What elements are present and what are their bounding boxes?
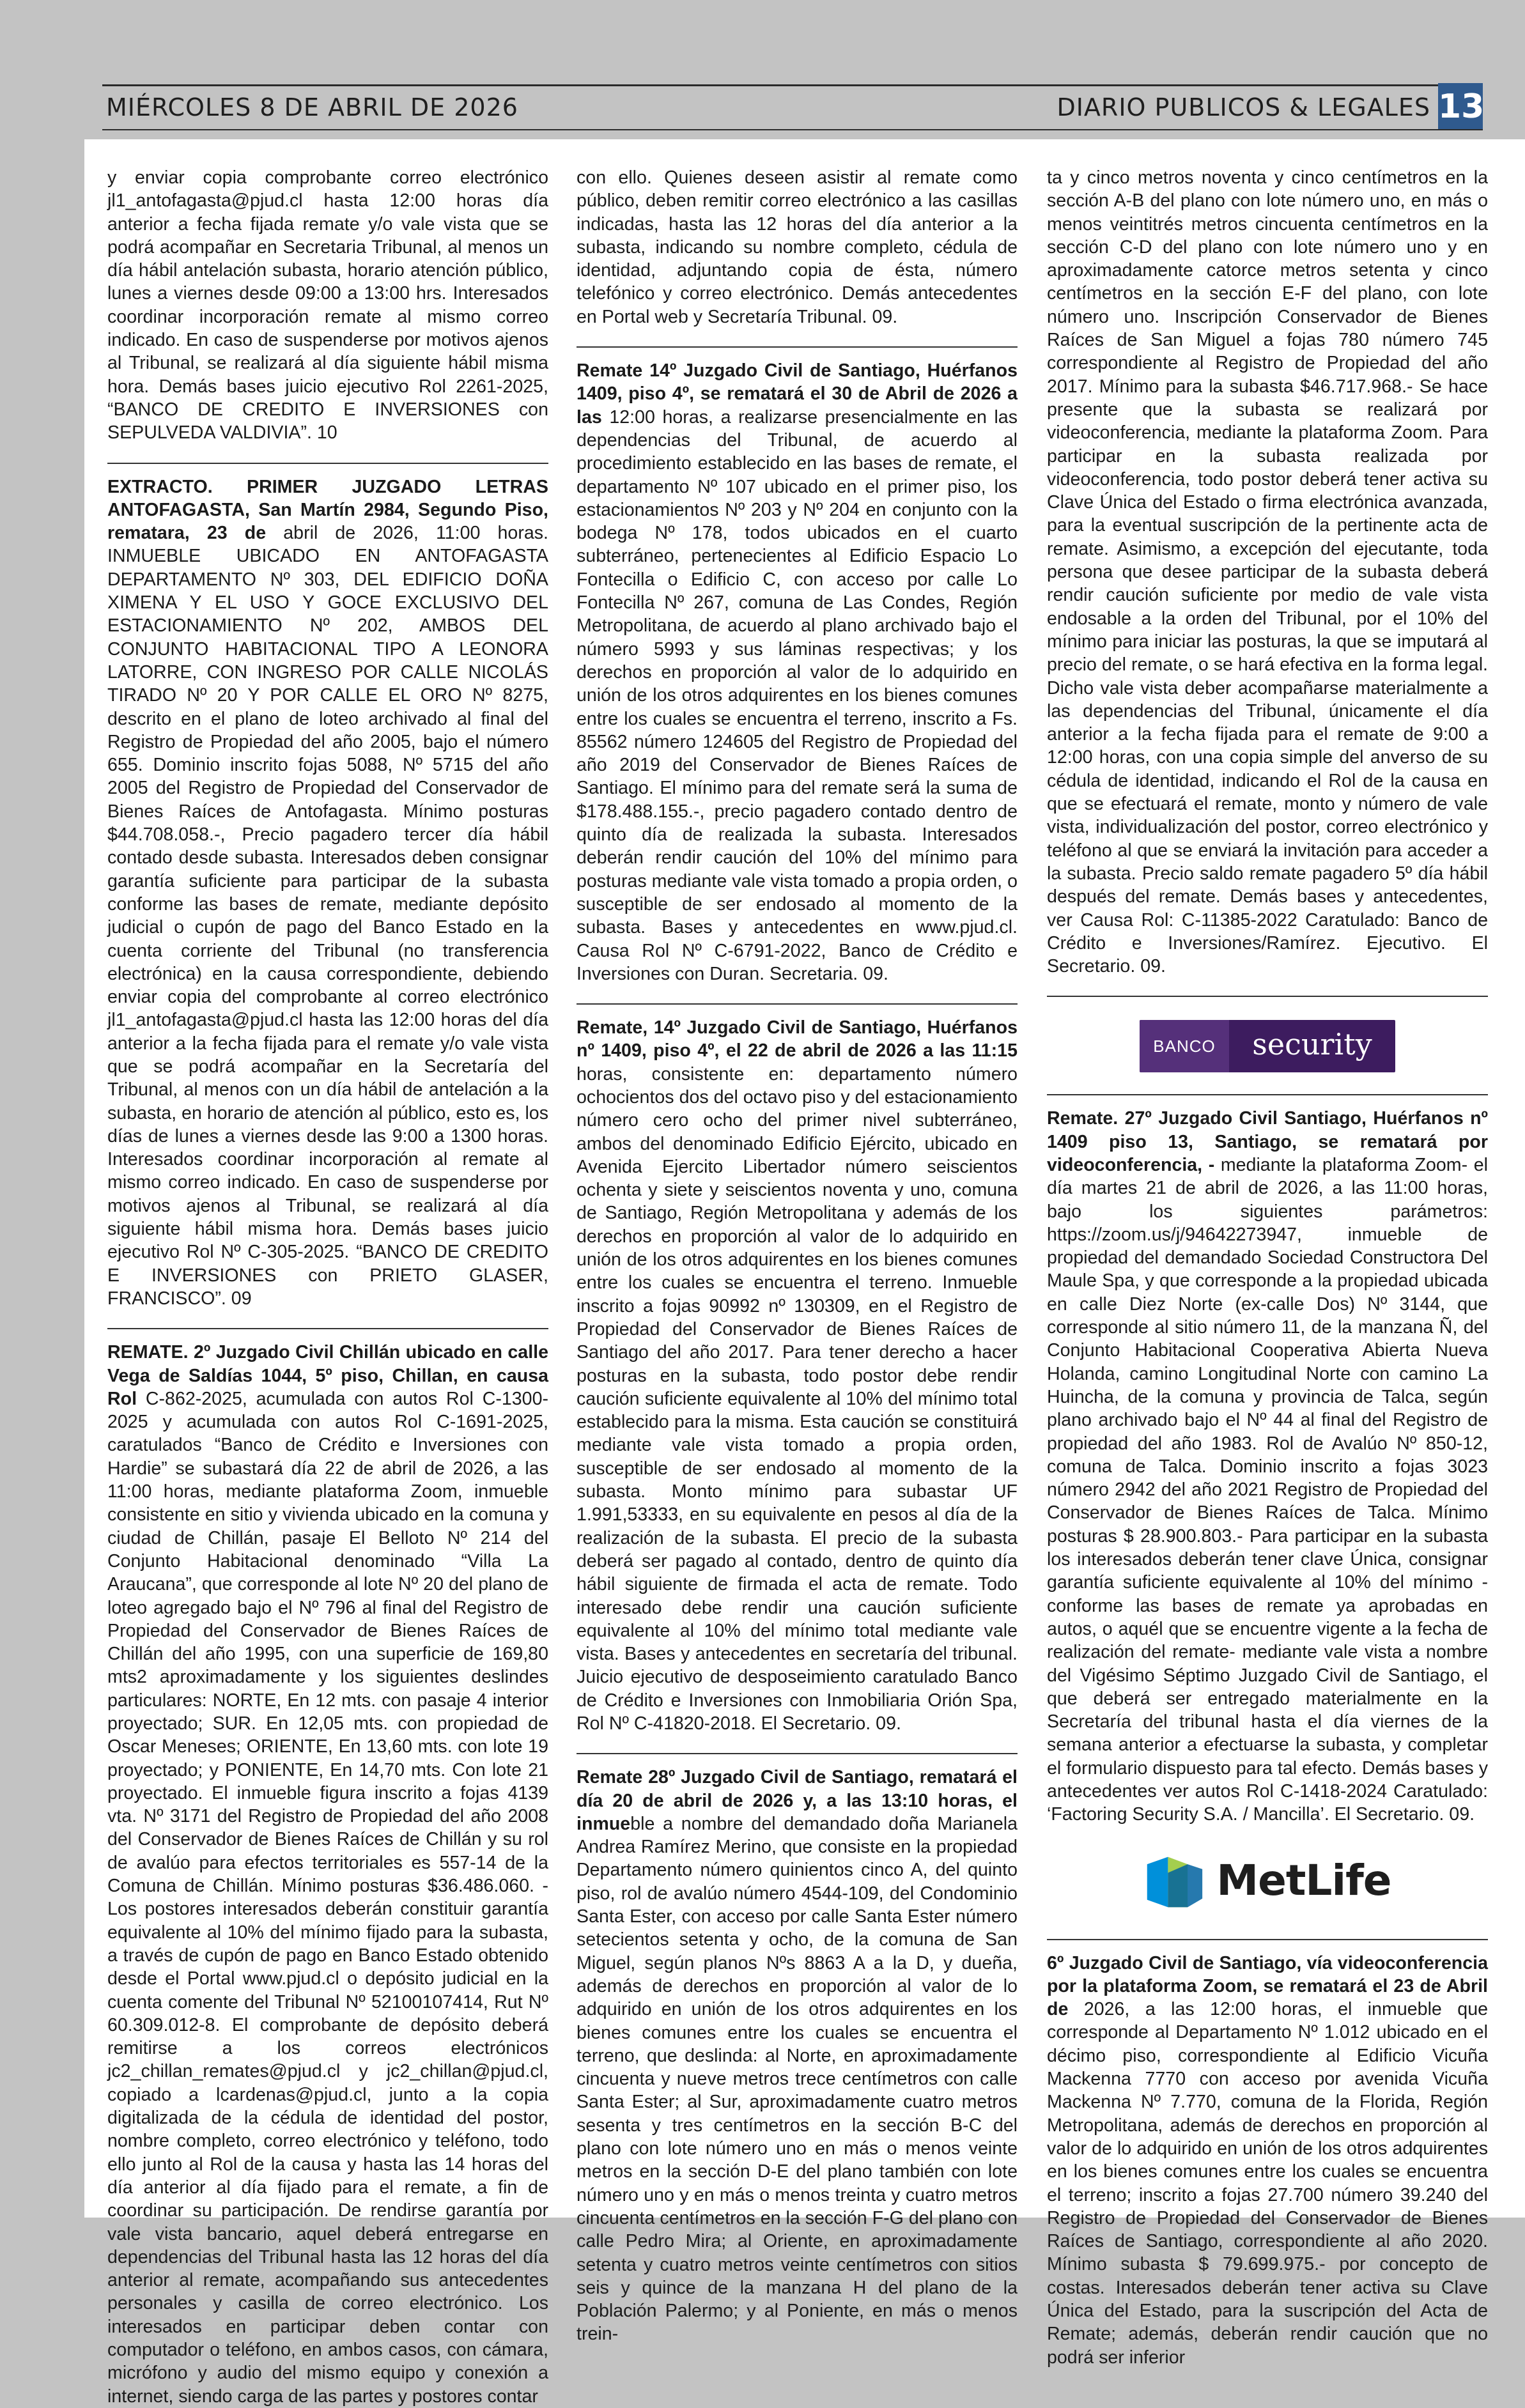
metlife-mark-icon — [1143, 1851, 1205, 1912]
notice-continuation: y enviar copia comprobante correo electrónico jl1_antofagasta@pjud.cl hasta 12:00 horas día anterior a fecha fijada remate y/o vale vista que se podrá acompañar en Secretaria Tribunal, al menos un día hábil antelación subasta, horario atención público, lunes a viernes desde 09:00 a 13:00 hrs. Interesados coordinar incorporación remate al mismo correo indicado. En caso de suspenderse por motivos ajenos al Tribunal, se realizará al día siguiente hábil misma hora. Demás bases juicio ejecutivo Rol 2261-2025, “BANCO DE CREDITO E INVERSIONES con SEPULVEDA VALDIVIA”. 10 — [107, 167, 548, 444]
page-number-badge: 13 — [1438, 83, 1483, 130]
notice-santiago-27 — [1047, 1107, 1488, 1826]
publication-name: DIARIO PUBLICOS & LEGALES — [1057, 93, 1430, 121]
header-rule-bottom — [102, 129, 1483, 130]
notice-body: horas, consistente en: departamento número ochocientos dos del octavo piso y del estacionamiento número cero ocho del primer nivel subterráneo, ambos del denominado Edificio Ejército, ubicado en Avenida Ejercito Libertador número seiscientos ochenta y siete y seiscientos noventa y uno, comuna de Santiago, Región Metropolitana y además de los derechos en proporción al valor de lo adquirido en unión de los otros adquirentes en los bienes comunes entre los cuales se encuentra el terreno. Inmueble inscrito a fojas 90992 nº 130309, en el Registro de Propiedad del Conservador de Bienes Raíces de Santiago del año 2017. Para tener derecho a hacer posturas en la subasta, todo postor debe rendir caución suficiente equivalente al 10% del mínimo total establecido para la misma. Esta caución se constituirá mediante vale vista tomado a propia orden, susceptible de ser endosado al momento de la subasta. Monto mínimo para subastar UF 1.991,53333, en su equivalente en pesos al día de la realización de la subasta. El precio de la subasta deberá ser pagado al contado, dentro de quinto día hábil siguiente de firmada el acta de remate. Todo interesado debe rendir una caución suficiente equivalente al 10% del mínimo total mediante vale vista. Bases y antecedentes en secretaría del tribunal. Juicio ejecutivo de desposeimiento caratulado Banco de Crédito e Inversiones con Inmobiliaria Orión Spa, Rol Nº C-41820-2018. El Secretario. 09. — [577, 1063, 1018, 1734]
page-sheet — [84, 139, 1525, 2407]
notice-body: 12:00 horas, a realizarse presencialmente en las dependencias del Tribunal, de acuerdo al procedimiento establecido en las bases de remate, el departamento Nº 107 ubicado en el primer piso, los estacionamientos Nº 203 y Nº 204 en conjunto con la bodega Nº 178, todos ubicados en el cuarto subterráneo, pertenecientes al Edificio Espacio Lo Fontecilla o Edificio C, con acceso por calle Lo Fontecilla Nº 267, comuna de Las Condes, Región Metropolitana, de acuerdo al plano archivado bajo el número 5993 y sus láminas respectivas; y los derechos en proporción al valor de lo adquirido en unión de los otros adquirentes en los bienes comunes entre los cuales se encuentra el terreno, inscrito a Fs. 85562 número 124605 del Registro de Propiedad del año 2019 del Conservador de Bienes Raíces de Santiago. El mínimo para del remate será la suma de $178.488.155.-, precio pagadero contado dentro de quinto día de realizada la subasta. Interesados deberán rendir caución del 10% del mínimo para posturas mediante vale vista tomado a propia orden, o susceptible de ser endosado al momento de la subasta. Bases y antecedentes en www.pjud.cl. Causa Rol Nº C-6791-2022, Banco de Crédito e Inversiones con Duran. Secretaria. 09. — [577, 406, 1018, 984]
notice-divider — [107, 463, 548, 464]
notice-chillan — [107, 1341, 548, 2408]
issue-date: MIÉRCOLES 8 DE ABRIL DE 2026 — [106, 93, 518, 121]
notice-body: abril de 2026, 11:00 horas. INMUEBLE UBICADO EN ANTOFAGASTA DEPARTAMENTO Nº 303, DEL EDIFICIO DOÑA XIMENA Y EL USO Y GOCE EXCLUSIVO DEL ESTACIONAMIENTO Nº 202, AMBOS DEL CONJUNTO HABITACIONAL TIPO A LEONORA LATORRE, CON INGRESO POR CALLE NICOLÁS TIRADO Nº 20 Y POR CALLE EL ORO Nº 8275, descrito en el plano de loteo archivado al final del Registro de Propiedad del año 2005, bajo el número 655. Dominio inscrito fojas 5088, Nº 5715 del año 2005 del Registro de Propiedad del Conservador de Bienes Raíces de Antofagasta. Mínimo posturas $44.708.058.-, Precio pagadero tercer día hábil contado desde subasta. Interesados deben consignar garantía suficiente para participar de la subasta conforme las bases de remate, mediante depósito judicial o cupón de pago del Banco Estado en la cuenta corriente del Tribunal (no transferencia electrónica) en la causa correspondiente, debiendo enviar copia del comprobante al correo electrónico jl1_antofagasta@pjud.cl hasta las 12:00 horas del día anterior a la fecha fijada para el remate y/o vale vista que se podrá acompañar en la Secretaría del Tribunal, al menos con un día hábil de antelación a la subasta, en horario de atención al público, esto es, los días de lunes a viernes desde las 9:00 a 1300 horas. Interesados coordinar incorporación al remate al mismo correo indicado. En caso de suspenderse por motivos ajenos al Tribunal, se realizará al día siguiente hábil misma hora. Demás bases juicio ejecutivo Rol Nº C-305-2025. “BANCO DE CREDITO E INVERSIONES con PRIETO GLASER, FRANCISCO”. 09 — [107, 523, 548, 1309]
notice-continuation: con ello. Quienes deseen asistir al remate como público, deben remitir correo electrónico a las casillas indicadas, hasta las 12 horas del día anterior a la subasta, indicando su nombre completo, cédula de identidad, adjuntando copia de ésta, número telefónico y correo electrónico. Demás antecedentes en Portal web y Secretaría Tribunal. 09. — [577, 167, 1018, 327]
notice-body: mediante la plataforma Zoom- el día martes 21 de abril de 2026, a las 11:00 horas, bajo los siguientes parámetros: https://zoom.us/j/94642273947, inmueble de propiedad del demandado Sociedad Constructora Del Maule Spa, y que corresponde a la propiedad ubicada en calle Diez Norte (ex-calle Dos) Nº 3144, que corresponde al sitio número 11, de la manzana Ñ, del Conjunto Habitacional Cooperativa Abierta Nueva Holanda, camino Longitudinal Norte con camino La Huincha, de la comuna y provincia de Talca, según plano archivado bajo el Nº 44 al final del Registro de propiedad del año 1983. Rol de Avalúo Nº 850-12, comuna de Talca. Dominio inscrito a fojas 3023 número 2942 del año 2021 Registro de Propiedad del Conservador de Bienes Raíces de Talca. Mínimo posturas $ 28.900.803.- Para participar en la subasta los interesados deberán tener clave Única, consignar garantía suficiente equivalente al 10% del mínimo -conforme las bases de remate ya aprobadas en autos, o aquél que se encuentre vigente a la fecha de realización del remate- mediante vale vista a nombre del Vigésimo Séptimo Juzgado Civil de Santiago, el que deberá ser entregado materialmente en la Secretaría del tribunal hasta el día viernes de la semana anterior a efectuarse la subasta, y completar el formulario dispuesto para tal efecto. Demás bases y antecedentes ver autos Rol C-1418-2024 Caratulado: ‘Factoring Security S.A. / Mancilla’. El Secretario. 09. — [1047, 1154, 1488, 1825]
metlife-wordmark: MetLife — [1216, 1856, 1391, 1906]
notice-antofagasta — [107, 475, 548, 1311]
notice-heading: Remate, 14º Juzgado Civil de Santiago, Huérfanos nº 1409, piso 4º, el 22 de abril de 2026 a las 11:15 — [577, 1017, 1018, 1061]
notice-divider — [577, 1003, 1018, 1005]
notice-divider — [1047, 1094, 1488, 1095]
notice-heading: Remate 28º Juzgado Civil de Santiago, rematará el día 20 de abril de 2026 y, a las 13:10 horas, el inmue — [577, 1767, 1018, 1834]
notice-heading: Remate. 27º Juzgado Civil Santiago, Huérfanos nº 1409 piso 13, Santiago, se rematará por videoconferencia, - — [1047, 1108, 1488, 1175]
notice-heading: Remate 14º Juzgado Civil de Santiago, Huérfanos 1409, piso 4º, se rematará el 30 de Abril de 2026 a las — [577, 360, 1018, 428]
notice-body: C-862-2025, acumulada con autos Rol C-1300-2025 y acumulada con autos Rol C-1691-2025, caratulados “Banco de Crédito e Inversiones con Hardie” se subastará día 22 de abril de 2026, a las 11:00 horas, mediante plataforma Zoom, inmueble consistente en sitio y vivienda ubicado en la comuna y ciudad de Chillán, pasaje El Belloto Nº 214 del Conjunto Habitacional denominado “Villa La Araucana”, que corresponde al lote Nº 20 del plano de loteo agregado bajo el Nº 796 al final del Registro de Propiedad del Conservador de Bienes Raíces de Chillán del año 1995, con una superficie de 169,80 mts2 aproximadamente y los siguientes deslindes particulares: NORTE, En 12 mts. con pasaje 4 interior proyectado; SUR. En 12,05 mts. con propiedad de Oscar Meneses; ORIENTE, En 13,60 mts. con lote 19 proyectado; y PONIENTE, En 14,70 mts. Con lote 21 proyectado. El inmueble figura inscrito a fojas 4139 vta. Nº 3171 del Registro de Propiedad del año 2008 del Conservador de Bienes Raíces de Chillán y su rol de avalúo para efectos territoriales es 557-14 de la Comuna de Chillán. Mínimo posturas $36.486.060. - Los postores interesados deberán constituir garantía equivalente al 10% del mínimo fijado para la subasta, a través de cupón de pago en Banco Estado obtenido desde el Portal www.pjud.cl o depósito judicial en la cuenta comente del Tribunal Nº 52100107414, Rut Nº 60.309.012-8. El comprobante de depósito deberá remitirse a los correos electrónicos jc2_chillan_remates@pjud.cl y jc2_chillan@pjud.cl, copiado a lcardenas@pjud.cl, junto a la copia digitalizada de la cédula de identidad del postor, nombre completo, correo electrónico y teléfono, todo ello junto al Rol de la causa y hasta las 14 horas del día anterior al día fijado para el remate, a fin de coordinar su participación. De rendirse garantía por vale vista bancario, aquel deberá entregarse en dependencias del Tribunal hasta las 12 horas del día anterior al remate, acompañando sus antecedentes personales y casilla de correo electrónico. Los interesados en participar deben contar con computador o teléfono, en ambos casos, con cámara, micrófono y audio del mismo equipo y conexión a internet, siendo carga de las partes y postores contar — [107, 1388, 548, 2407]
notice-divider — [577, 346, 1018, 348]
notice-heading: 6º Juzgado Civil de Santiago, vía videoconferencia por la plataforma Zoom, se rematará el 23 de Abril de — [1047, 1952, 1488, 2020]
notice-heading: EXTRACTO. PRIMER JUZGADO LETRAS ANTOFAGASTA, San Martín 2984, Segundo Piso, rematara, 23 de — [107, 476, 548, 544]
banco-security-logo-right: security — [1252, 1027, 1372, 1062]
notice-body: ble a nombre del demandado doña Marianela Andrea Ramírez Merino, que consiste en la propiedad Departamento número quinientos cinco A, del quinto piso, rol de avalúo número 4544-109, del Condominio Santa Ester, con acceso por calle Santa Ester número setecientos setenta y ocho, de la comuna de San Miguel, según planos Nºs 8863 A a la D, y dueña, además de derechos en proporción al valor de lo adquirido en unión de los otros adquirentes en los bienes comunes entre los cuales se encuentra el terreno, que deslinda: al Norte, en aproximadamente cincuenta y nueve metros trece centímetros con calle Santa Ester; al Sur, aproximadamente cuatro metros sesenta y tres centímetros en la sección B-C del plano con lote número uno en más o menos veinte metros en la sección D-E del plano también con lote número uno y en más o menos treinta y cuatro metros cincuenta centímetros en la sección F-G del plano con calle Pedro Mira; al Oriente, en aproximadamente setenta y cuatro metros veinte centímetros con sitios seis y quince de la manzana H del plano de la Población Palermo; y al Poniente, en más o menos trein- — [577, 1813, 1018, 2345]
notice-santiago-14-a — [577, 359, 1018, 985]
notice-santiago-14-b — [577, 1016, 1018, 1735]
column-2 — [577, 166, 1018, 2346]
notice-santiago-6 — [1047, 1952, 1488, 2369]
header-rule-top — [102, 84, 1483, 86]
banco-security-logo — [1140, 1020, 1395, 1072]
notice-divider — [1047, 1939, 1488, 1940]
masthead — [102, 77, 1483, 130]
notice-heading: REMATE. 2º Juzgado Civil Chillán ubicado en calle Vega de Saldías 1044, 5º piso, Chillan, en causa Rol — [107, 1342, 548, 1409]
notice-divider — [577, 1753, 1018, 1754]
banco-security-logo-left: BANCO — [1140, 1020, 1229, 1072]
notice-divider — [1047, 996, 1488, 997]
notice-continuation: ta y cinco metros noventa y cinco centímetros en la sección A-B del plano con lote número uno, en más o menos veintitrés metros cincuenta centímetros en la sección C-D del plano con lote número uno y en aproximadamente catorce metros setenta y cinco centímetros en la sección E-F del plano, con lote número uno. Inscripción Conservador de Bienes Raíces de San Miguel a fojas 780 número 745 correspondiente al Registro de Propiedad del año 2017. Mínimo para la subasta $46.717.968.- Se hace presente que la subasta se realizará por videoconferencia, mediante la plataforma Zoom. Para participar en la subasta realizada por videoconferencia, todo postor deberá tener activa su Clave Única del Estado o firma electrónica avanzada, para la eventual suscripción de la pertinente acta de remate. Asimismo, a excepción del ejecutante, toda persona que desee participar de la subasta deberá rendir caución suficiente por medio de vale vista endosable a la orden del Tribunal, por el 10% del mínimo para iniciar las posturas, la que se imputará al precio del remate, o se hará efectiva en la forma legal. Dicho vale vista deber acompañarse materialmente a las dependencias del Tribunal, únicamente el día anterior a la fecha fijada para el remate de 9:00 a 12:00 horas, con una copia simple del anverso de su cédula de identidad, indicando el Rol de la causa en que se efectuará el remate, monto y número de vale vista, individualización del postor, correo electrónico y teléfono al que se enviará la invitación para acceder a la subasta. Precio saldo remate pagadero 5º día hábil después del remate. Demás bases y antecedentes, ver Causa Rol: C-11385-2022 Caratulado: Banco de Crédito e Inversiones/Ramírez. Ejecutivo. El Secretario. 09. — [1047, 167, 1488, 977]
notice-divider — [107, 1328, 548, 1329]
metlife-logo — [1047, 1849, 1488, 1913]
column-1 — [107, 166, 548, 2408]
column-3 — [1047, 166, 1488, 2369]
notice-body: 2026, a las 12:00 horas, el inmueble que corresponde al Departamento Nº 1.012 ubicado en el décimo piso, correspondiente al Edificio Vicuña Mackenna 7770 con acceso por avenida Vicuña Mackenna Nº 7.770, comuna de la Florida, Región Metropolitana, además de derechos en proporción al valor de lo adquirido en unión de los otros adquirentes en los bienes comunes entre los cuales se encuentra el terreno; inscrito a fojas 27.700 número 39.240 del Registro de Propiedad del Conservador de Bienes Raíces de Santiago, correspondiente al año 2020. Mínimo subasta $ 79.699.975.- por concepto de costas. Interesados deberán tener activa su Clave Única del Estado, para la suscripción del Acta de Remate; además, deberán rendir caución que no podrá ser inferior — [1047, 1999, 1488, 2368]
notice-santiago-28 — [577, 1766, 1018, 2345]
